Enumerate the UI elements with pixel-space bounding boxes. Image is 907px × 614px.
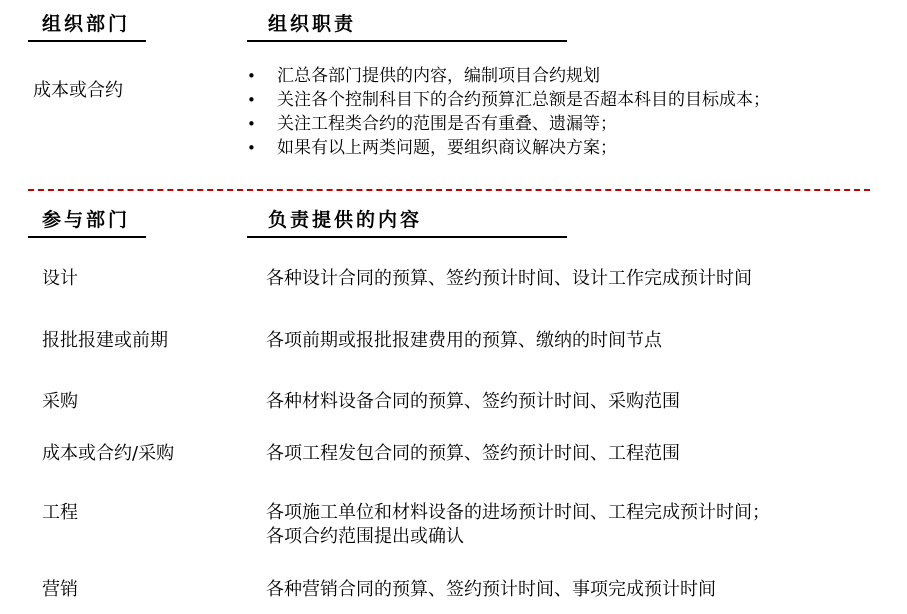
organizing-department-name: 成本或合约: [33, 80, 123, 101]
header-organizing-department: 组织部门: [42, 13, 131, 35]
bullet-icon: •: [247, 115, 256, 133]
provided-content-marketing: 各种营销合同的预算、签约预计时间、事项完成预计时间: [266, 579, 716, 600]
provided-content-engineering: 各项施工单位和材料设备的进场预计时间、工程完成预计时间； 各项合约范围提出或确认: [266, 502, 770, 547]
header-underline-participating: [28, 236, 146, 238]
participating-department-engineering: 工程: [42, 502, 78, 523]
header-underline-content: [247, 236, 567, 238]
bullet-icon: •: [247, 139, 256, 157]
duty-item: • 汇总各部门提供的内容，编制项目合约规划: [247, 66, 600, 86]
provided-content-cost-procurement: 各项工程发包合同的预算、签约预计时间、工程范围: [266, 443, 680, 464]
participating-department-design: 设计: [42, 268, 78, 289]
provided-content-procurement: 各种材料设备合同的预算、签约预计时间、采购范围: [266, 391, 680, 412]
duty-item: • 关注工程类合约的范围是否有重叠、遗漏等；: [247, 114, 617, 134]
header-underline-dept: [28, 40, 146, 42]
header-organizing-duty: 组织职责: [268, 13, 357, 35]
provided-content-approval: 各项前期或报批报建费用的预算、缴纳的时间节点: [266, 330, 662, 351]
participating-department-procurement: 采购: [42, 391, 78, 412]
duty-list: [247, 64, 770, 160]
duty-item: • 关注各个控制科目下的合约预算汇总额是否超本科目的目标成本；: [247, 90, 770, 110]
bullet-icon: •: [247, 91, 256, 109]
bullet-icon: •: [247, 67, 256, 85]
participating-department-approval: 报批报建或前期: [42, 330, 168, 351]
section-divider: [28, 189, 870, 191]
participating-department-cost-procurement: 成本或合约/采购: [42, 443, 175, 464]
provided-content-design: 各种设计合同的预算、签约预计时间、设计工作完成预计时间: [266, 268, 752, 289]
participating-department-marketing: 营销: [42, 579, 78, 600]
header-provided-content: 负责提供的内容: [268, 209, 423, 231]
header-participating-department: 参与部门: [42, 209, 131, 231]
duty-item: • 如果有以上两类问题，要组织商议解决方案；: [247, 138, 617, 158]
header-underline-duty: [247, 40, 567, 42]
